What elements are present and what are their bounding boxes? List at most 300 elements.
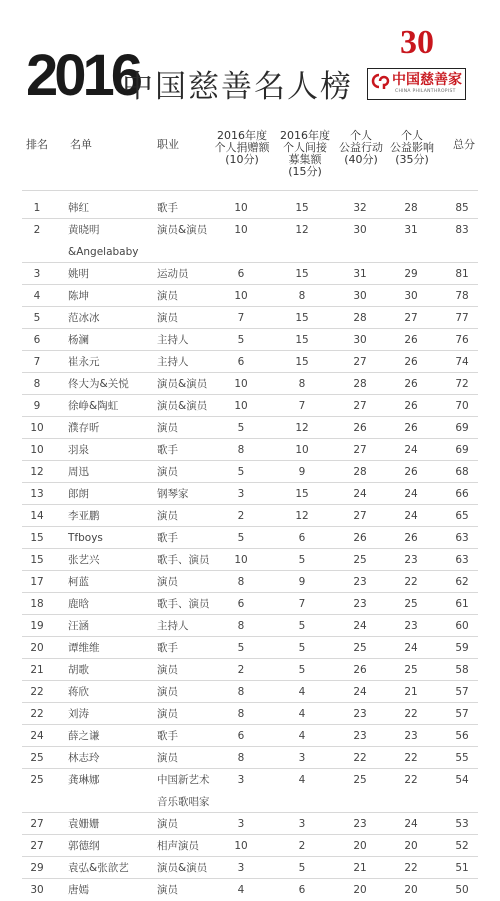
cell-d: 8 — [237, 576, 245, 588]
cell-d: 7 — [237, 312, 245, 324]
cell-job: 歌手 — [157, 730, 178, 742]
cell-f: 26 — [404, 532, 418, 544]
cell-t: 51 — [455, 862, 469, 874]
cell-name: 李亚鹏 — [68, 510, 100, 522]
cell-i: 15 — [295, 202, 309, 214]
table-row — [0, 681, 500, 703]
cell-t: 81 — [455, 268, 469, 280]
cell-rank: 22 — [30, 708, 44, 720]
cell-job: 演员 — [157, 466, 178, 478]
cell-a: 28 — [353, 466, 367, 478]
cell-a: 26 — [353, 422, 367, 434]
cell-f: 22 — [404, 862, 418, 874]
cell-t: 85 — [455, 202, 469, 214]
cell-d: 10 — [234, 202, 248, 214]
cell-a: 26 — [353, 532, 367, 544]
cell-t: 62 — [455, 576, 469, 588]
cell-rank: 20 — [30, 642, 44, 654]
cell-f: 26 — [404, 400, 418, 412]
cell-job: 演员&演员 — [157, 224, 208, 236]
col-donation — [212, 130, 272, 166]
cell-f: 26 — [404, 422, 418, 434]
cell-i: 4 — [298, 730, 306, 742]
cell-job: 演员 — [157, 576, 178, 588]
table-row — [0, 747, 500, 769]
cell-job: 运动员 — [157, 268, 189, 280]
cell-name: 郭德纲 — [68, 840, 100, 852]
table-row — [0, 769, 500, 813]
cell-t: 61 — [455, 598, 469, 610]
cell-i: 12 — [295, 422, 309, 434]
cell-a: 27 — [353, 356, 367, 368]
cell-name: 袁弘&张歆艺 — [68, 862, 129, 874]
cell-a: 23 — [353, 730, 367, 742]
cell-t: 50 — [455, 884, 469, 896]
table-row — [0, 637, 500, 659]
cell-rank: 19 — [30, 620, 44, 632]
col-rank: 排名 — [26, 138, 48, 151]
cell-name: 羽泉 — [68, 444, 89, 456]
cell-a: 27 — [353, 400, 367, 412]
cell-t: 69 — [455, 422, 469, 434]
cell-rank: 5 — [33, 312, 41, 324]
cell-d: 10 — [234, 400, 248, 412]
cell-d: 10 — [234, 378, 248, 390]
header-divider — [22, 190, 478, 191]
table-row — [0, 483, 500, 505]
col-job: 职业 — [157, 138, 179, 151]
cell-i: 5 — [298, 664, 306, 676]
table-row — [0, 659, 500, 681]
cell-t: 59 — [455, 642, 469, 654]
table-row — [0, 307, 500, 329]
cell-a: 25 — [353, 774, 367, 786]
cell-rank: 3 — [33, 268, 41, 280]
cell-job: 中国新艺术 — [157, 774, 210, 786]
cell-a: 20 — [353, 840, 367, 852]
cell-rank: 18 — [30, 598, 44, 610]
cell-name: 姚明 — [68, 268, 89, 280]
table-row — [0, 505, 500, 527]
cell-d: 5 — [237, 642, 245, 654]
cell-f: 26 — [404, 356, 418, 368]
cell-job: 演员 — [157, 818, 178, 830]
cell-rank: 15 — [30, 532, 44, 544]
cell-i: 9 — [298, 576, 306, 588]
cell-job: 歌手 — [157, 202, 178, 214]
cell-rank: 17 — [30, 576, 44, 588]
table-row — [0, 549, 500, 571]
cell-i: 15 — [295, 268, 309, 280]
cell-a: 23 — [353, 818, 367, 830]
cell-d: 2 — [237, 510, 245, 522]
cell-d: 8 — [237, 686, 245, 698]
cell-d: 5 — [237, 466, 245, 478]
cell-t: 54 — [455, 774, 469, 786]
cell-job: 演员 — [157, 510, 178, 522]
cell-rank: 27 — [30, 818, 44, 830]
cell-rank: 7 — [33, 356, 41, 368]
cell-i: 10 — [295, 444, 309, 456]
table-row — [0, 329, 500, 351]
cell-job: 演员&演员 — [157, 400, 208, 412]
table-header — [0, 130, 500, 186]
cell-i: 4 — [298, 774, 306, 786]
cell-d: 10 — [234, 554, 248, 566]
cell-job: 主持人 — [157, 356, 189, 368]
cell-i: 5 — [298, 554, 306, 566]
cell-name: 周迅 — [68, 466, 89, 478]
cell-job: 主持人 — [157, 620, 189, 632]
cell-t: 74 — [455, 356, 469, 368]
cell-rank: 10 — [30, 444, 44, 456]
badge-name: 中国慈善家 — [392, 72, 462, 88]
cell-rank: 15 — [30, 554, 44, 566]
cell-d: 6 — [237, 356, 245, 368]
cell-f: 29 — [404, 268, 418, 280]
cell-d: 10 — [234, 290, 248, 302]
cell-job: 歌手 — [157, 532, 178, 544]
cell-name: 薛之谦 — [68, 730, 100, 742]
cell-i: 8 — [298, 290, 306, 302]
cell-name: 袁姗姗 — [68, 818, 100, 830]
cell-f: 30 — [404, 290, 418, 302]
cell-d: 6 — [237, 268, 245, 280]
table-row — [0, 395, 500, 417]
cell-job: 演员 — [157, 312, 178, 324]
cell-f: 25 — [404, 664, 418, 676]
table-row — [0, 725, 500, 747]
col-influence-line2: 公益影响 — [390, 141, 434, 154]
publisher-logo — [367, 68, 466, 100]
table-row — [0, 835, 500, 857]
page-title: 中国慈善名人榜 — [122, 69, 353, 105]
cell-name: 鹿晗 — [68, 598, 89, 610]
cell-job: 演员 — [157, 686, 178, 698]
cell-i: 7 — [298, 598, 306, 610]
cell-t: 69 — [455, 444, 469, 456]
table-row — [0, 461, 500, 483]
cell-f: 22 — [404, 576, 418, 588]
cell-t: 60 — [455, 620, 469, 632]
cell-job: 演员 — [157, 290, 178, 302]
table-row — [0, 571, 500, 593]
table-row — [0, 373, 500, 395]
cell-job: 歌手 — [157, 642, 178, 654]
cell-job: 演员 — [157, 708, 178, 720]
cell-f: 28 — [404, 202, 418, 214]
cell-name: 张艺兴 — [68, 554, 100, 566]
cell-job: 演员 — [157, 884, 178, 896]
cell-job: 演员&演员 — [157, 378, 208, 390]
cell-a: 23 — [353, 708, 367, 720]
cell-d: 5 — [237, 334, 245, 346]
cell-a: 23 — [353, 576, 367, 588]
cell-i: 15 — [295, 312, 309, 324]
cell-f: 23 — [404, 730, 418, 742]
cell-job: 演员&演员 — [157, 862, 208, 874]
cell-f: 26 — [404, 466, 418, 478]
table-row — [0, 197, 500, 219]
cell-i: 8 — [298, 378, 306, 390]
cell-d: 5 — [237, 532, 245, 544]
cell-name: 刘涛 — [68, 708, 89, 720]
col-donation-line1: 2016年度 — [217, 129, 267, 142]
cell-d: 3 — [237, 774, 245, 786]
cell-f: 23 — [404, 620, 418, 632]
cell-d: 6 — [237, 730, 245, 742]
cell-rank: 9 — [33, 400, 41, 412]
cell-i: 5 — [298, 642, 306, 654]
cell-t: 72 — [455, 378, 469, 390]
cell-d: 2 — [237, 664, 245, 676]
cell-rank: 13 — [30, 488, 44, 500]
col-influence-line3: (35分) — [395, 153, 429, 166]
cell-a: 24 — [353, 686, 367, 698]
cell-a: 25 — [353, 642, 367, 654]
col-total: 总分 — [453, 138, 475, 151]
cell-i: 12 — [295, 510, 309, 522]
col-action-line1: 个人 — [350, 129, 372, 142]
cell-a: 30 — [353, 224, 367, 236]
cell-job: 相声演员 — [157, 840, 199, 852]
col-indirect-line1: 2016年度 — [280, 129, 330, 142]
cell-rank: 10 — [30, 422, 44, 434]
cell-t: 57 — [455, 708, 469, 720]
cell-rank: 4 — [33, 290, 41, 302]
cell-a: 32 — [353, 202, 367, 214]
cell-i: 15 — [295, 488, 309, 500]
cell-a: 31 — [353, 268, 367, 280]
table-row — [0, 813, 500, 835]
cell-t: 63 — [455, 554, 469, 566]
cell-t: 83 — [455, 224, 469, 236]
cell-rank: 6 — [33, 334, 41, 346]
col-donation-line2: 个人捐赠额 — [214, 141, 270, 154]
year-title: 2016 — [26, 43, 140, 108]
cell-rank: 22 — [30, 686, 44, 698]
cell-d: 3 — [237, 818, 245, 830]
cell-a: 24 — [353, 620, 367, 632]
cell-i: 5 — [298, 620, 306, 632]
cell-a: 28 — [353, 312, 367, 324]
page-header — [0, 0, 500, 120]
cell-d: 3 — [237, 862, 245, 874]
cell-d: 3 — [237, 488, 245, 500]
cell-rank: 27 — [30, 840, 44, 852]
cell-d: 8 — [237, 444, 245, 456]
cell-t: 78 — [455, 290, 469, 302]
cell-i: 15 — [295, 334, 309, 346]
cell-job: 钢琴家 — [157, 488, 189, 500]
table-row — [0, 219, 500, 263]
cell-t: 63 — [455, 532, 469, 544]
cell-rank: 21 — [30, 664, 44, 676]
cell-f: 24 — [404, 642, 418, 654]
cell-name: 佟大为&关悦 — [68, 378, 129, 390]
cell-d: 10 — [234, 840, 248, 852]
cell-rank: 8 — [33, 378, 41, 390]
cell-job: 演员 — [157, 664, 178, 676]
cell-t: 53 — [455, 818, 469, 830]
cell-name: 黄晓明 — [68, 224, 100, 236]
col-indirect-line4: (15分) — [288, 165, 322, 178]
table-row — [0, 593, 500, 615]
cell-name: 汪涵 — [68, 620, 89, 632]
cell-f: 24 — [404, 818, 418, 830]
cell-f: 20 — [404, 884, 418, 896]
cell-job: 演员 — [157, 752, 178, 764]
col-indirect — [275, 130, 335, 178]
cell-job: 演员 — [157, 422, 178, 434]
cell-a: 24 — [353, 488, 367, 500]
cell-rank: 24 — [30, 730, 44, 742]
cell-d: 8 — [237, 708, 245, 720]
cell-f: 21 — [404, 686, 418, 698]
cell-rank: 29 — [30, 862, 44, 874]
cell-job: 歌手、演员 — [157, 554, 210, 566]
cell-a: 20 — [353, 884, 367, 896]
table-row — [0, 417, 500, 439]
table-row — [0, 615, 500, 637]
col-indirect-line2: 个人间接 — [283, 141, 327, 154]
cell-i: 3 — [298, 818, 306, 830]
cell-d: 5 — [237, 422, 245, 434]
table-row — [0, 263, 500, 285]
cell-t: 58 — [455, 664, 469, 676]
cell-i: 15 — [295, 356, 309, 368]
cell-i: 3 — [298, 752, 306, 764]
cell-rank: 2 — [33, 224, 41, 236]
cell-i: 5 — [298, 862, 306, 874]
cell-f: 26 — [404, 334, 418, 346]
table-row — [0, 285, 500, 307]
cell-a: 22 — [353, 752, 367, 764]
cell-rank: 1 — [33, 202, 41, 214]
cell-i: 4 — [298, 708, 306, 720]
table-row — [0, 439, 500, 461]
col-action — [336, 130, 386, 166]
cell-i: 4 — [298, 686, 306, 698]
table-row — [0, 351, 500, 373]
table-row — [0, 703, 500, 725]
cell-a: 21 — [353, 862, 367, 874]
cell-t: 70 — [455, 400, 469, 412]
cell-name: 柯蓝 — [68, 576, 89, 588]
col-influence — [386, 130, 438, 166]
cell-f: 22 — [404, 752, 418, 764]
cell-job: 歌手、演员 — [157, 598, 210, 610]
cell-f: 27 — [404, 312, 418, 324]
cell-t: 56 — [455, 730, 469, 742]
cell-f: 31 — [404, 224, 418, 236]
cell-f: 24 — [404, 510, 418, 522]
cell-a: 30 — [353, 334, 367, 346]
cell-t: 57 — [455, 686, 469, 698]
cell-name: 胡歌 — [68, 664, 89, 676]
cell-t: 68 — [455, 466, 469, 478]
cell-f: 23 — [404, 554, 418, 566]
col-action-line3: (40分) — [344, 153, 378, 166]
cell-f: 24 — [404, 444, 418, 456]
cell-job-line2: 音乐歌唱家 — [157, 796, 210, 808]
cell-t: 65 — [455, 510, 469, 522]
cell-f: 22 — [404, 708, 418, 720]
cell-rank: 14 — [30, 510, 44, 522]
cell-name: 林志玲 — [68, 752, 100, 764]
col-influence-line1: 个人 — [401, 129, 423, 142]
cell-job: 歌手 — [157, 444, 178, 456]
cell-t: 76 — [455, 334, 469, 346]
badge-number: 30 — [400, 24, 434, 61]
cell-t: 55 — [455, 752, 469, 764]
cell-f: 24 — [404, 488, 418, 500]
cell-name: 杨澜 — [68, 334, 89, 346]
cell-name: 范冰冰 — [68, 312, 100, 324]
cell-i: 9 — [298, 466, 306, 478]
cell-name: 韩红 — [68, 202, 89, 214]
cell-rank: 25 — [30, 752, 44, 764]
cell-i: 6 — [298, 884, 306, 896]
cell-i: 6 — [298, 532, 306, 544]
cell-a: 27 — [353, 444, 367, 456]
table-row — [0, 527, 500, 549]
cell-name: 龚琳娜 — [68, 774, 100, 786]
cell-a: 26 — [353, 664, 367, 676]
cell-f: 22 — [404, 774, 418, 786]
table-row — [0, 879, 500, 901]
cell-i: 12 — [295, 224, 309, 236]
cell-name: 陈坤 — [68, 290, 89, 302]
cell-name: 徐峥&陶虹 — [68, 400, 119, 412]
cell-a: 25 — [353, 554, 367, 566]
badge-english: CHINA PHILANTHROPIST — [395, 89, 456, 94]
cell-rank: 30 — [30, 884, 44, 896]
cell-f: 26 — [404, 378, 418, 390]
table-row — [0, 857, 500, 879]
col-action-line2: 公益行动 — [339, 141, 383, 154]
cell-job: 主持人 — [157, 334, 189, 346]
cell-rank: 25 — [30, 774, 44, 786]
cell-d: 8 — [237, 620, 245, 632]
cell-f: 25 — [404, 598, 418, 610]
cell-name: 崔永元 — [68, 356, 100, 368]
cell-name: 唐嫣 — [68, 884, 89, 896]
col-donation-line3: (10分) — [225, 153, 259, 166]
cell-a: 30 — [353, 290, 367, 302]
cell-a: 27 — [353, 510, 367, 522]
cell-t: 77 — [455, 312, 469, 324]
cell-a: 28 — [353, 378, 367, 390]
cell-d: 10 — [234, 224, 248, 236]
cell-name-line2: &Angelababy — [68, 246, 139, 258]
cell-name: Tfboys — [68, 532, 103, 544]
cell-name: 郎朗 — [68, 488, 89, 500]
col-indirect-line3: 募集额 — [288, 153, 322, 166]
cell-t: 66 — [455, 488, 469, 500]
cell-rank: 12 — [30, 466, 44, 478]
cell-name: 濮存昕 — [68, 422, 100, 434]
cell-i: 7 — [298, 400, 306, 412]
cell-name: 谭维维 — [68, 642, 100, 654]
cell-d: 8 — [237, 752, 245, 764]
philanthropist-logo-icon — [371, 73, 391, 89]
cell-i: 2 — [298, 840, 306, 852]
col-name: 名单 — [70, 138, 92, 151]
cell-name: 蒋欣 — [68, 686, 89, 698]
cell-d: 4 — [237, 884, 245, 896]
cell-t: 52 — [455, 840, 469, 852]
